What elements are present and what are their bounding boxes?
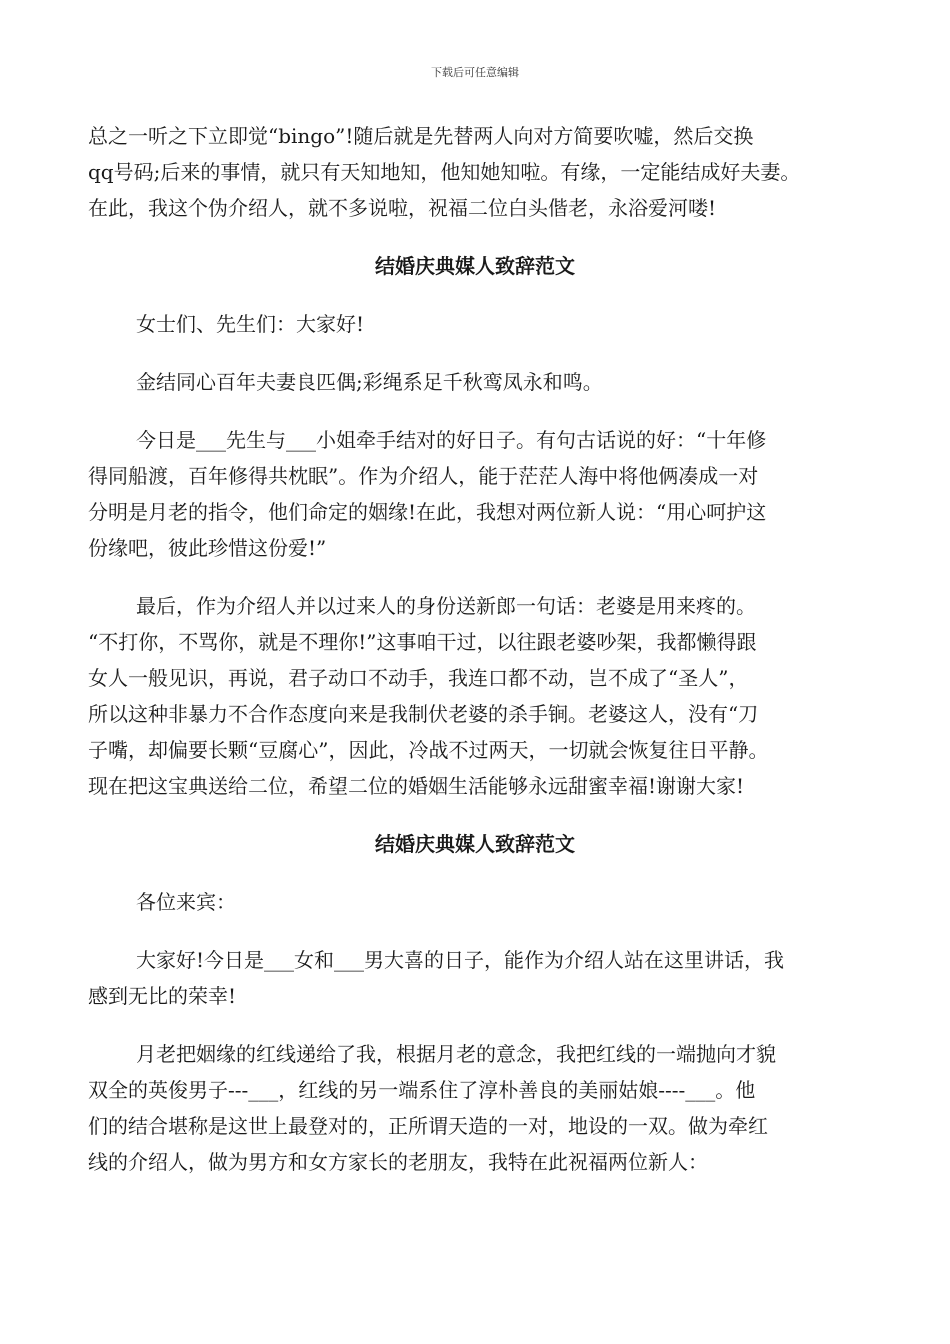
text-line: 最后，作为介绍人并以过来人的身份送新郎一句话：老婆是用来疼的。 [136, 594, 756, 618]
couplet: 金结同心百年夫妻良匹偶;彩绳系足千秋鸾凤永和鸣。 [136, 370, 603, 394]
paragraph-speech [88, 422, 878, 566]
paragraph-welcome [88, 942, 878, 1014]
text-line: 所以这种非暴力不合作态度向来是我制伏老婆的杀手锏。老婆这人，没有“刀 [88, 702, 759, 726]
text-line: 大家好!今日是___女和___男大喜的日子，能作为介绍人站在这里讲话，我 [136, 948, 785, 972]
paragraph-advice [88, 588, 878, 804]
text-line: 得同船渡，百年修得共枕眠”。作为介绍人，能于茫茫人海中将他俩凑成一对 [88, 464, 759, 488]
text-line: “不打你，不骂你，就是不理你!”这事咱干过，以往跟老婆吵架，我都懒得跟 [88, 630, 757, 654]
text-line: 现在把这宝典送给二位，希望二位的婚姻生活能够永远甜蜜幸福!谢谢大家! [88, 774, 745, 798]
text-line: 线的介绍人，做为男方和女方家长的老朋友，我特在此祝福两位新人： [88, 1150, 708, 1174]
text-line: 月老把姻缘的红线递给了我，根据月老的意念，我把红线的一端抛向才貌 [136, 1042, 776, 1066]
text-line: 女人一般见识，再说，君子动口不动手，我连口都不动，岂不成了“圣人”， [88, 666, 749, 690]
paragraph-closing-intro [88, 118, 878, 226]
text-line: 子嘴，却偏要长颗“豆腐心”，因此，冷战不过两天，一切就会恢复往日平静。 [88, 738, 769, 762]
greeting: 各位来宾： [136, 890, 236, 914]
text-line: 们的结合堪称是这世上最登对的，正所谓天造的一对，地设的一双。做为牵红 [88, 1114, 768, 1138]
text-line: qq号码;后来的事情，就只有天知地知，他知她知啦。有缘，一定能结成好夫妻。 [88, 160, 801, 184]
greeting: 女士们、先生们：大家好! [136, 312, 365, 336]
text-line: 份缘吧，彼此珍惜这份爱!” [88, 536, 327, 560]
text-line: 分明是月老的指令，他们命定的姻缘!在此，我想对两位新人说：“用心呵护这 [88, 500, 767, 524]
text-line: 今日是___先生与___小姐牵手结对的好日子。有句古话说的好：“十年修 [136, 428, 767, 452]
paragraph-blessing [88, 1036, 878, 1180]
section-heading: 结婚庆典媒人致辞范文 [375, 832, 575, 856]
text-line: 在此，我这个伪介绍人，就不多说啦，祝福二位白头偕老，永浴爱河喽! [88, 196, 717, 220]
section-heading: 结婚庆典媒人致辞范文 [375, 254, 575, 278]
document-body [88, 118, 878, 1180]
text-line: 总之一听之下立即觉“bingo”!随后就是先替两人向对方简要吹嘘，然后交换 [88, 124, 754, 148]
text-line: 双全的英俊男子---___，红线的另一端系住了淳朴善良的美丽姑娘----___。他 [88, 1078, 756, 1102]
page-header-note: 下载后可任意编辑 [431, 66, 519, 79]
text-line: 感到无比的荣幸! [88, 984, 237, 1008]
